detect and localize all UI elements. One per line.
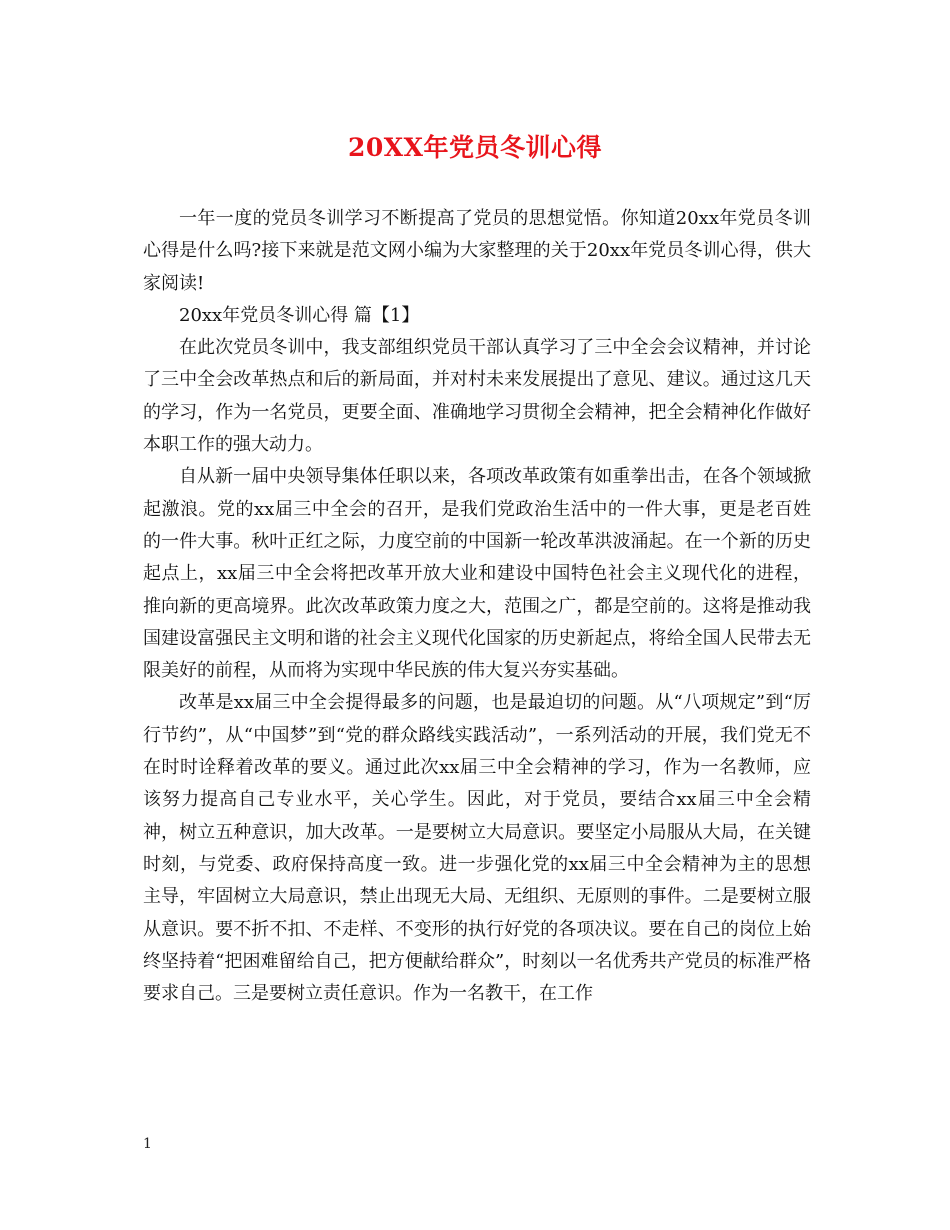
body-paragraph: 改革是xx届三中全会提得最多的问题，也是最迫切的问题。从“八项规定”到“厉行节约”，从“中国梦”到“党的群众路线实践活动”，一系列活动的开展，我们党无不在时时诠释着改革的要义。通过此次xx届三中全会精神的学习，作为一名教师，应该努力提高自己专业水平，关心学生。因此，对于党员，要结合xx届三中全会精神，树立五种意识，加大改革。一是要树立大局意识。要坚定小局服从大局，在关键时刻，与党委、政府保持高度一致。进一步强化党的xx届三中全会精神为主的思想主导，牢固树立大局意识，禁止出现无大局、无组织、无原则的事件。二是要树立服从意识。要不折不扣、不走样、不变形的执行好党的各项决议。要在自己的岗位上始终坚持着“把困难留给自己，把方便献给群众”，时刻以一名优秀共产党员的标准严格要求自己。三是要树立责任意识。作为一名教干，在工作: [143, 692, 811, 1005]
body-paragraph: 在此次党员冬训中，我支部组织党员干部认真学习了三中全会会议精神，并讨论了三中全会改革热点和后的新局面，并对村未来发展提出了意见、建议。通过这几天的学习，作为一名党员，更要全面、准确地学习贯彻全会精神，把全会精神化作做好本职工作的强大动力。: [143, 337, 811, 456]
body-paragraph: 自从新一届中央领导集体任职以来，各项改革政策有如重拳出击，在各个领域掀起激浪。党的xx届三中全会的召开，是我们党政治生活中的一件大事，更是老百姓的一件大事。秋叶正红之际，力度空前的中国新一轮改革洪波涌起。在一个新的历史起点上，xx届三中全会将把改革开放大业和建设中国特色社会主义现代化的进程，推向新的更高境界。此次改革政策力度之大，范围之广，都是空前的。这将是推动我国建设富强民主文明和谐的社会主义现代化国家的历史新起点，将给全国人民带去无限美好的前程，从而将为实现中华民族的伟大复兴夯实基础。: [143, 466, 811, 682]
intro-paragraph: 一年一度的党员冬训学习不断提高了党员的思想觉悟。你知道20xx年党员冬训心得是什么吗?接下来就是范文网小编为大家整理的关于20xx年党员冬训心得，供大家阅读!: [143, 208, 811, 294]
document-title: 20XX年党员冬训心得: [347, 133, 603, 162]
page-number: 1: [143, 1136, 152, 1152]
section-heading: 20xx年党员冬训心得 篇【1】: [179, 304, 420, 326]
document-body: [143, 203, 811, 1010]
